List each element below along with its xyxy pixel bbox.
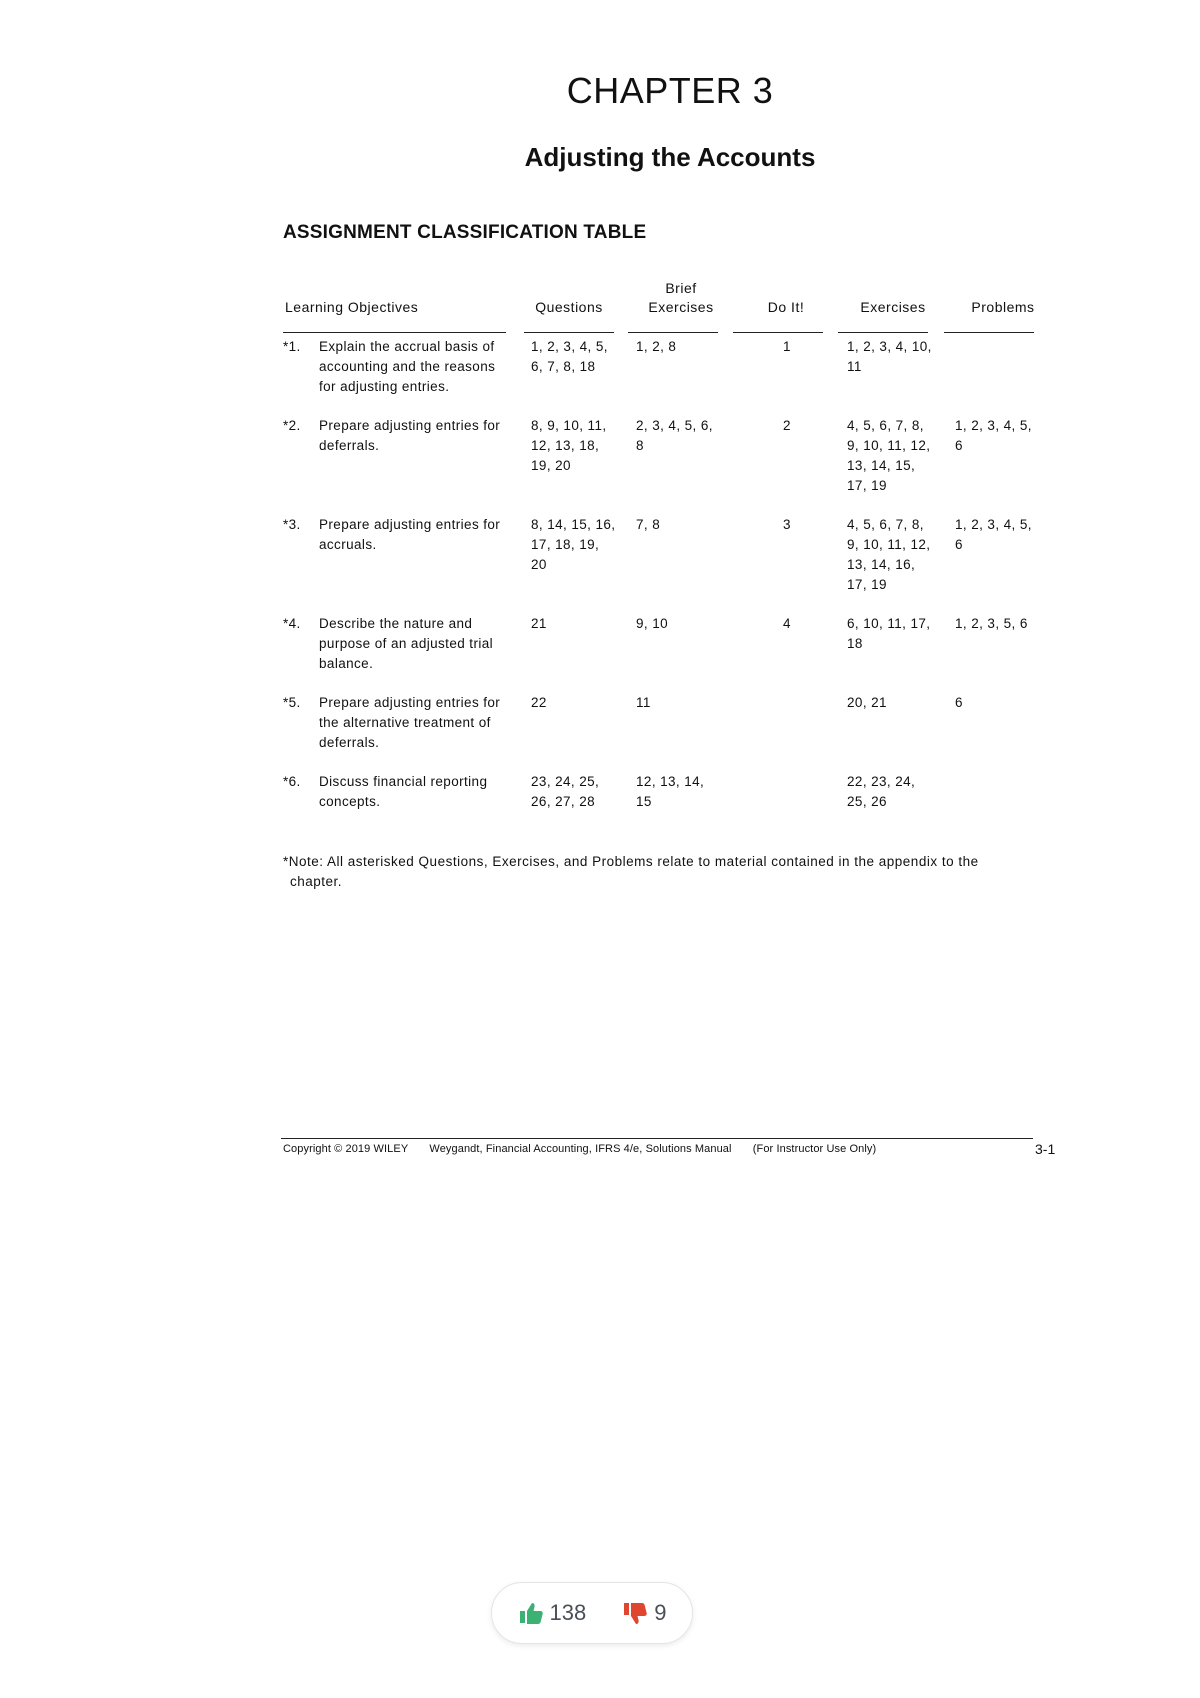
questions-cell: 22: [531, 695, 547, 710]
chapter-heading: CHAPTER 3: [566, 70, 774, 111]
page-number: 3-1: [1035, 1141, 1056, 1157]
exercises-cell: 9, 10, 11, 12,: [847, 537, 931, 552]
objective-number: *3.: [283, 517, 301, 532]
objective-text: for adjusting entries.: [319, 379, 450, 394]
objective-number: *5.: [283, 695, 301, 710]
questions-cell: 6, 7, 8, 18: [531, 359, 596, 374]
brief-exercises-cell: 9, 10: [636, 616, 669, 631]
doit-cell: 4: [783, 616, 791, 631]
problems-cell: 1, 2, 3, 5, 6: [955, 616, 1028, 631]
exercises-cell: 1, 2, 3, 4, 10,: [847, 339, 932, 354]
questions-cell: 8, 14, 15, 16,: [531, 517, 616, 532]
exercises-cell: 25, 26: [847, 794, 887, 809]
questions-cell: 21: [531, 616, 547, 631]
exercises-cell: 20, 21: [847, 695, 887, 710]
objective-text: deferrals.: [319, 438, 380, 453]
chapter-title: Adjusting the Accounts: [524, 142, 816, 172]
vote-bar: [491, 1582, 693, 1644]
col-header-brief-line1: Brief: [665, 280, 697, 296]
appendix-note-line1: *Note: All asterisked Questions, Exercises, and Problems relate to material contained in the appendix to the: [283, 854, 979, 869]
questions-cell: 23, 24, 25,: [531, 774, 600, 789]
section-title: ASSIGNMENT CLASSIFICATION TABLE: [283, 222, 647, 243]
objective-text: Prepare adjusting entries for: [319, 418, 501, 433]
exercises-cell: 11: [847, 359, 862, 374]
col-header-brief-line2: Exercises: [648, 299, 714, 315]
objective-text: deferrals.: [319, 735, 380, 750]
objective-text: accruals.: [319, 537, 377, 552]
footer-usage: (For Instructor Use Only): [752, 1143, 877, 1155]
header-rule: [944, 332, 1034, 333]
col-header-objectives: Learning Objectives: [285, 299, 419, 315]
header-rule: [283, 332, 506, 333]
like-count: 138: [549, 1600, 587, 1625]
brief-exercises-cell: 15: [636, 794, 652, 809]
objective-number: *1.: [283, 339, 301, 354]
questions-cell: 1, 2, 3, 4, 5,: [531, 339, 608, 354]
brief-exercises-cell: 12, 13, 14,: [636, 774, 705, 789]
brief-exercises-cell: 2, 3, 4, 5, 6,: [636, 418, 713, 433]
objective-number: *2.: [283, 418, 301, 433]
questions-cell: 20: [531, 557, 547, 572]
objective-text: purpose of an adjusted trial: [319, 636, 494, 651]
header-rule: [838, 332, 928, 333]
footer-copyright: Copyright © 2019 WILEY: [283, 1143, 409, 1155]
exercises-cell: 18: [847, 636, 863, 651]
thumbs-down-icon: [622, 1601, 648, 1625]
questions-cell: 19, 20: [531, 458, 571, 473]
col-header-doit: Do It!: [767, 299, 805, 315]
doit-cell: 2: [783, 418, 791, 433]
col-header-problems: Problems: [971, 299, 1035, 315]
brief-exercises-cell: 11: [636, 695, 651, 710]
objective-text: Discuss financial reporting: [319, 774, 488, 789]
dislike-count: 9: [654, 1600, 667, 1625]
exercises-cell: 13, 14, 15,: [847, 458, 916, 473]
exercises-cell: 17, 19: [847, 478, 887, 493]
exercises-cell: 4, 5, 6, 7, 8,: [847, 418, 924, 433]
problems-cell: 1, 2, 3, 4, 5,: [955, 418, 1032, 433]
exercises-cell: 9, 10, 11, 12,: [847, 438, 931, 453]
questions-cell: 8, 9, 10, 11,: [531, 418, 607, 433]
col-header-brief: [636, 279, 726, 317]
brief-exercises-cell: 8: [636, 438, 644, 453]
dislike-button[interactable]: [622, 1600, 666, 1626]
doit-cell: 1: [783, 339, 791, 354]
questions-cell: 17, 18, 19,: [531, 537, 600, 552]
questions-cell: 12, 13, 18,: [531, 438, 600, 453]
exercises-cell: 22, 23, 24,: [847, 774, 916, 789]
exercises-cell: 6, 10, 11, 17,: [847, 616, 931, 631]
problems-cell: 6: [955, 695, 963, 710]
footer-rule: [281, 1138, 1033, 1139]
objective-text: balance.: [319, 656, 374, 671]
doit-cell: 3: [783, 517, 791, 532]
col-header-questions: Questions: [535, 299, 603, 315]
problems-cell: 6: [955, 438, 963, 453]
objective-text: Prepare adjusting entries for: [319, 517, 501, 532]
like-button[interactable]: [518, 1600, 587, 1626]
page-footer: [283, 1143, 894, 1155]
objective-text: Prepare adjusting entries for: [319, 695, 501, 710]
questions-cell: 26, 27, 28: [531, 794, 596, 809]
brief-exercises-cell: 7, 8: [636, 517, 661, 532]
objective-text: accounting and the reasons: [319, 359, 496, 374]
objective-number: *4.: [283, 616, 301, 631]
col-header-exercises: Exercises: [860, 299, 926, 315]
objective-text: Describe the nature and: [319, 616, 473, 631]
appendix-note-line2: chapter.: [290, 874, 343, 889]
thumbs-up-icon: [518, 1601, 544, 1625]
objective-text: concepts.: [319, 794, 381, 809]
appendix-note: [283, 852, 1047, 892]
header-rule: [524, 332, 614, 333]
exercises-cell: 4, 5, 6, 7, 8,: [847, 517, 924, 532]
header-rule: [733, 332, 823, 333]
problems-cell: 1, 2, 3, 4, 5,: [955, 517, 1032, 532]
brief-exercises-cell: 1, 2, 8: [636, 339, 677, 354]
header-rule: [628, 332, 718, 333]
objective-text: Explain the accrual basis of: [319, 339, 495, 354]
exercises-cell: 13, 14, 16,: [847, 557, 916, 572]
exercises-cell: 17, 19: [847, 577, 887, 592]
problems-cell: 6: [955, 537, 963, 552]
objective-text: the alternative treatment of: [319, 715, 491, 730]
objective-number: *6.: [283, 774, 301, 789]
footer-book-title: Weygandt, Financial Accounting, IFRS 4/e, Solutions Manual: [429, 1143, 732, 1155]
